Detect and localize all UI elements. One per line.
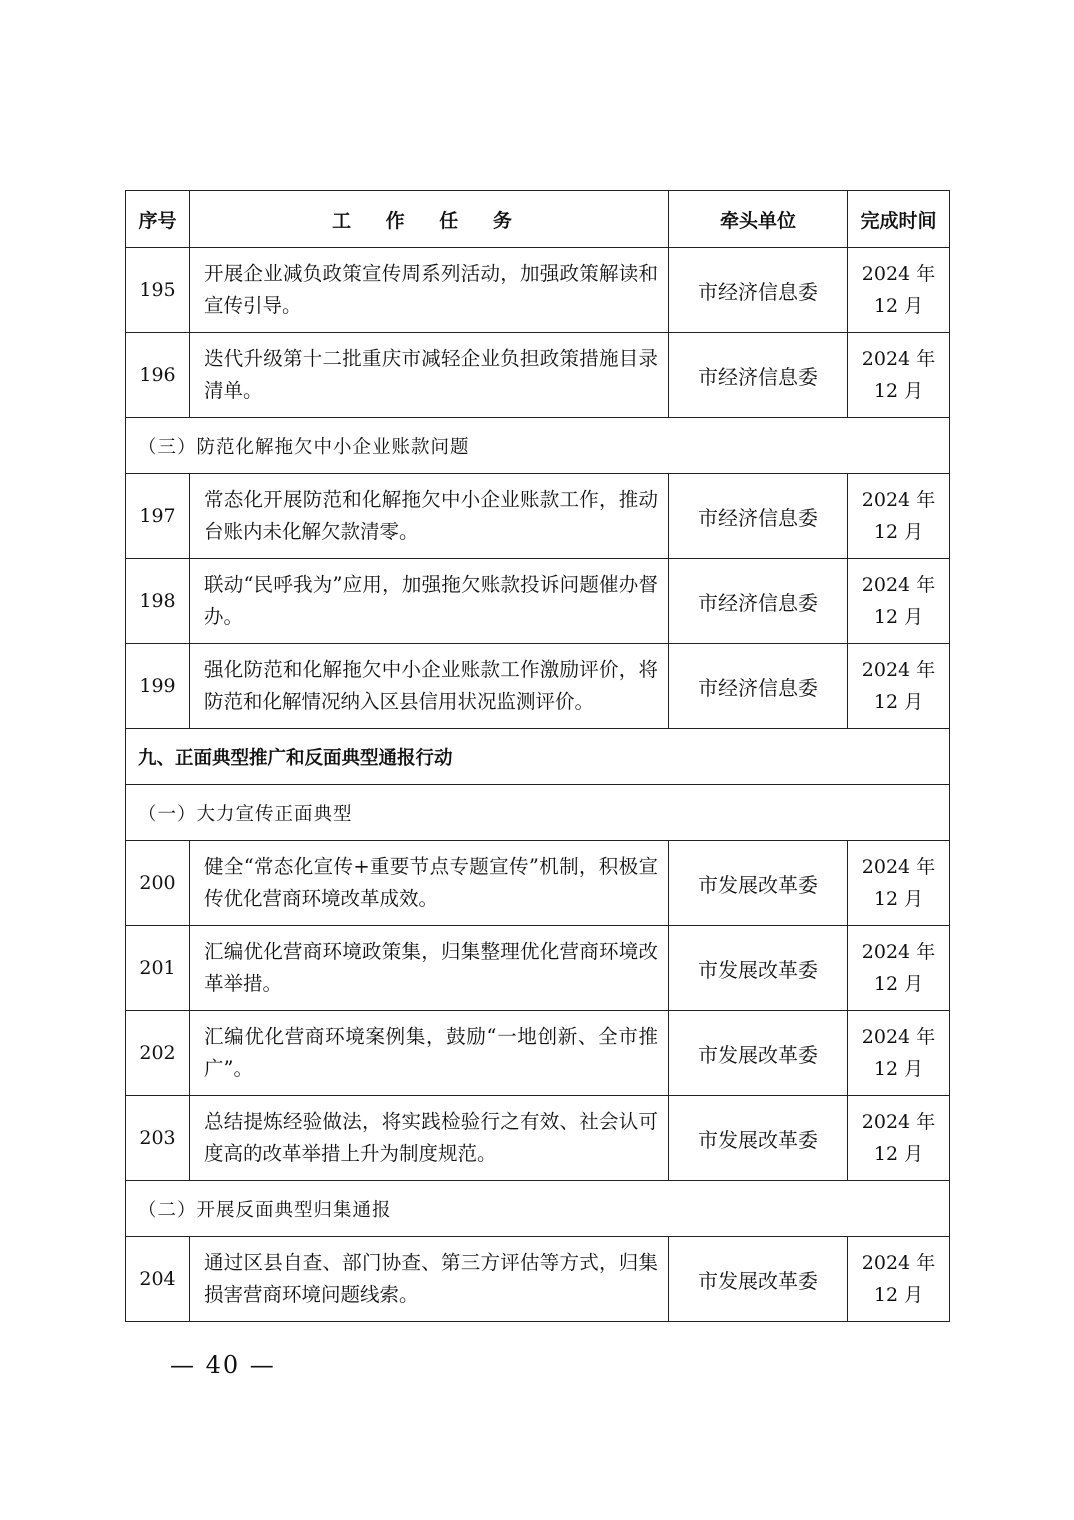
- row-task: 健全“常态化宣传+重要节点专题宣传”机制，积极宣传优化营商环境改革成效。: [190, 841, 669, 926]
- row-number: 200: [126, 841, 190, 926]
- table-row: [126, 559, 950, 644]
- due-year: 2024 年: [861, 1252, 936, 1274]
- due-year: 2024 年: [861, 941, 936, 963]
- due-month: 12 月: [873, 973, 924, 995]
- row-unit: 市经济信息委: [669, 248, 848, 333]
- table-row: [126, 1011, 950, 1096]
- table-row: [126, 248, 950, 333]
- subsection-title: （一）大力宣传正面典型: [126, 785, 950, 841]
- row-number: 201: [126, 926, 190, 1011]
- row-unit: 市经济信息委: [669, 559, 848, 644]
- due-year: 2024 年: [861, 856, 936, 878]
- subsection-row: [126, 418, 950, 474]
- row-task: 联动“民呼我为”应用，加强拖欠账款投诉问题催办督办。: [190, 559, 669, 644]
- row-due: [848, 1096, 950, 1181]
- due-month: 12 月: [873, 606, 924, 628]
- due-year: 2024 年: [861, 1026, 936, 1048]
- task-table: [125, 190, 950, 1322]
- row-unit: 市经济信息委: [669, 333, 848, 418]
- due-year: 2024 年: [861, 659, 936, 681]
- header-task: 工 作 任 务: [190, 191, 669, 248]
- table-row: [126, 474, 950, 559]
- row-task: 开展企业减负政策宣传周系列活动，加强政策解读和宣传引导。: [190, 248, 669, 333]
- row-number: 195: [126, 248, 190, 333]
- row-task: 强化防范和化解拖欠中小企业账款工作激励评价，将防范和化解情况纳入区县信用状况监测评价。: [190, 644, 669, 729]
- due-year: 2024 年: [861, 489, 936, 511]
- row-task: 常态化开展防范和化解拖欠中小企业账款工作，推动台账内未化解欠款清零。: [190, 474, 669, 559]
- row-due: [848, 474, 950, 559]
- row-unit: 市发展改革委: [669, 841, 848, 926]
- due-month: 12 月: [873, 1058, 924, 1080]
- header-num: 序号: [126, 191, 190, 248]
- row-number: 196: [126, 333, 190, 418]
- table-row: [126, 333, 950, 418]
- row-number: 198: [126, 559, 190, 644]
- due-year: 2024 年: [861, 263, 936, 285]
- header-due: 完成时间: [848, 191, 950, 248]
- row-unit: 市发展改革委: [669, 1011, 848, 1096]
- row-task: 迭代升级第十二批重庆市减轻企业负担政策措施目录清单。: [190, 333, 669, 418]
- table-row: [126, 841, 950, 926]
- row-task: 汇编优化营商环境政策集，归集整理优化营商环境改革举措。: [190, 926, 669, 1011]
- section-title: 九、正面典型推广和反面典型通报行动: [126, 729, 950, 785]
- subsection-row: [126, 785, 950, 841]
- due-month: 12 月: [873, 691, 924, 713]
- due-month: 12 月: [873, 521, 924, 543]
- row-due: [848, 644, 950, 729]
- table-row: [126, 644, 950, 729]
- row-unit: 市发展改革委: [669, 926, 848, 1011]
- page-number: — 40 —: [170, 1351, 276, 1379]
- table-row: [126, 1096, 950, 1181]
- row-task: 通过区县自查、部门协查、第三方评估等方式，归集损害营商环境问题线索。: [190, 1237, 669, 1322]
- row-number: 199: [126, 644, 190, 729]
- subsection-title: （三）防范化解拖欠中小企业账款问题: [126, 418, 950, 474]
- row-due: [848, 841, 950, 926]
- row-number: 197: [126, 474, 190, 559]
- due-month: 12 月: [873, 1143, 924, 1165]
- row-number: 203: [126, 1096, 190, 1181]
- row-unit: 市发展改革委: [669, 1237, 848, 1322]
- row-unit: 市经济信息委: [669, 474, 848, 559]
- table-header-row: [126, 191, 950, 248]
- table-row: [126, 1237, 950, 1322]
- row-due: [848, 248, 950, 333]
- row-unit: 市发展改革委: [669, 1096, 848, 1181]
- row-unit: 市经济信息委: [669, 644, 848, 729]
- header-unit: 牵头单位: [669, 191, 848, 248]
- due-month: 12 月: [873, 380, 924, 402]
- due-year: 2024 年: [861, 574, 936, 596]
- due-month: 12 月: [873, 888, 924, 910]
- section-row: [126, 729, 950, 785]
- due-month: 12 月: [873, 295, 924, 317]
- row-number: 202: [126, 1011, 190, 1096]
- due-month: 12 月: [873, 1284, 924, 1306]
- row-due: [848, 1011, 950, 1096]
- row-due: [848, 926, 950, 1011]
- subsection-title: （二）开展反面典型归集通报: [126, 1181, 950, 1237]
- row-number: 204: [126, 1237, 190, 1322]
- row-task: 汇编优化营商环境案例集，鼓励“一地创新、全市推广”。: [190, 1011, 669, 1096]
- due-year: 2024 年: [861, 1111, 936, 1133]
- due-year: 2024 年: [861, 348, 936, 370]
- subsection-row: [126, 1181, 950, 1237]
- row-due: [848, 333, 950, 418]
- row-task: 总结提炼经验做法，将实践检验行之有效、社会认可度高的改革举措上升为制度规范。: [190, 1096, 669, 1181]
- row-due: [848, 1237, 950, 1322]
- row-due: [848, 559, 950, 644]
- table-row: [126, 926, 950, 1011]
